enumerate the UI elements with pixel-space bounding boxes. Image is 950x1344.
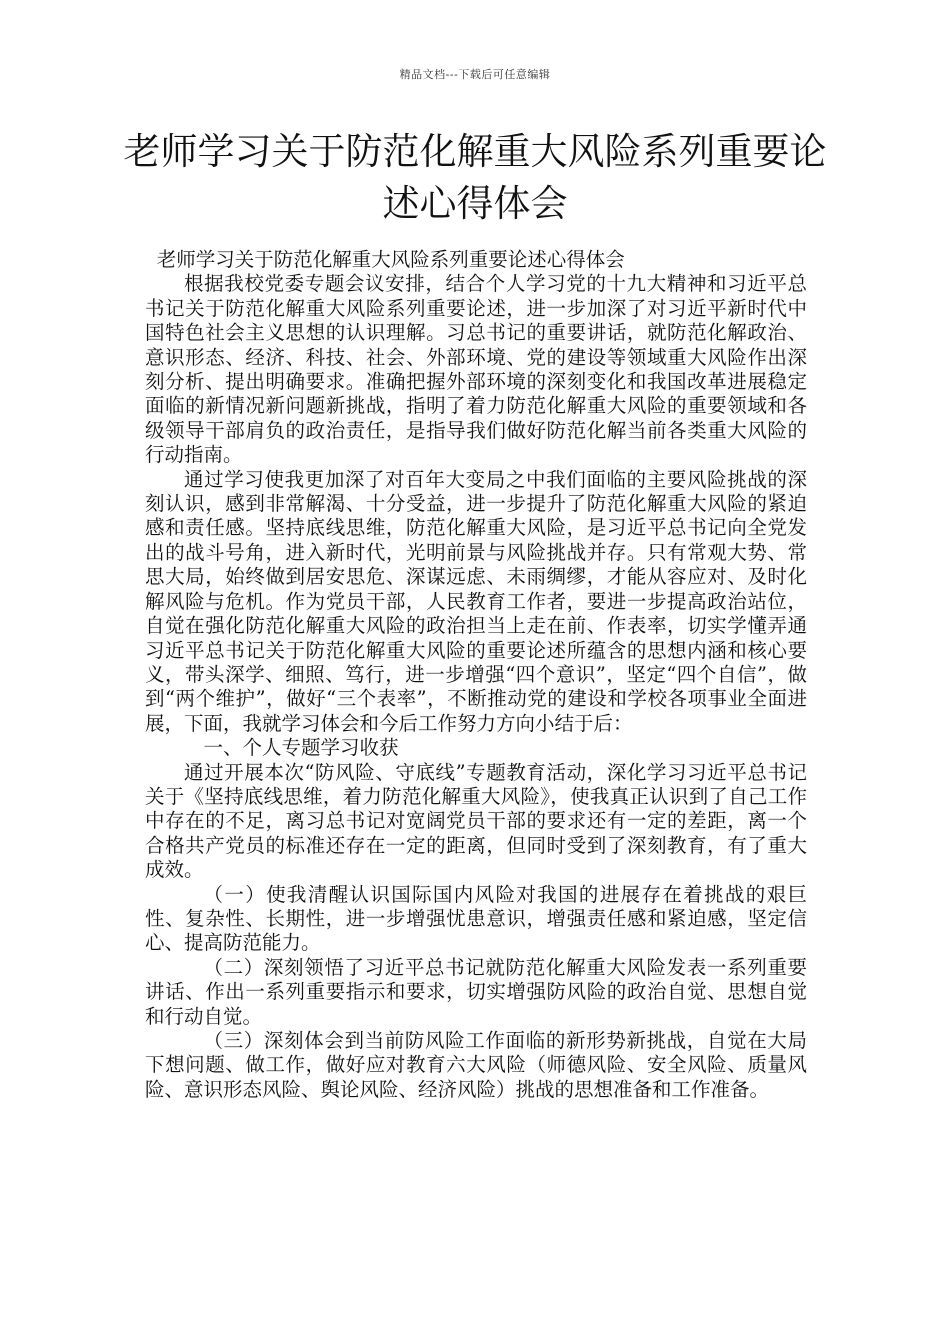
document-body — [145, 248, 807, 1102]
list-item: （三）深刻体会到当前防风险工作面临的新形势新挑战，自觉在大局下想问题、做工作，做好应对教育六大风险（师德风险、安全风险、质量风险、意识形态风险、舆论风险、经济风险）挑战的思想准备和工作准备。 — [145, 1029, 807, 1101]
document-title: 老师学习关于防范化解重大风险系列重要论述心得体会 — [123, 130, 827, 225]
paragraph-intro: 根据我校党委专题会议安排，结合个人学习党的十九大精神和习近平总书记关于防范化解重大风险系列重要论述，进一步加深了对习近平新时代中国特色社会主义思想的认识理解。习总书记的重要讲话，就防范化解政治、意识形态、经济、科技、社会、外部环境、党的建设等领域重大风险作出深刻分析、提出明确要求。准确把握外部环境的深刻变化和我国改革进展稳定面临的新情况新问题新挑战，指明了着力防范化解重大风险的重要领域和各级领导干部肩负的政治责任，是指导我们做好防范化解当前各类重大风险的行动指南。 — [145, 272, 807, 467]
section-heading: 一、个人专题学习收获 — [203, 736, 399, 760]
paragraph-activity: 通过开展本次“防风险、守底线”专题教育活动，深化学习习近平总书记关于《坚持底线思维，着力防范化解重大风险》，使我真正认识到了自己工作中存在的不足，离习总书记对宽阔党员干部的要求还有一定的差距，离一个合格共产党员的标准还存在一定的距离，但同时受到了深刻教育，有了重大成效。 — [145, 760, 807, 882]
header-note: 精品文档---下载后可任意编辑 — [399, 68, 551, 81]
paragraph-study: 通过学习使我更加深了对百年大变局之中我们面临的主要风险挑战的深刻认识，感到非常解渴、十分受益，进一步提升了防范化解重大风险的紧迫感和责任感。坚持底线思维，防范化解重大风险，是习近平总书记向全党发出的战斗号角，进入新时代，光明前景与风险挑战并存。只有常观大势、常思大局，始终做到居安思危、深谋远虑、未雨绸缪，才能从容应对、及时化解风险与危机。作为党员干部，人民教育工作者，要进一步提高政治站位，自觉在强化防范化解重大风险的政治担当上走在前、作表率，切实学懂弄通习近平总书记关于防范化解重大风险的重要论述所蕴含的思想内涵和核心要义，带头深学、细照、笃行，进一步增强“四个意识”，坚定“四个自信”，做到“两个维护”，做好“三个表率”，不断推动党的建设和学校各项事业全面进展，下面，我就学习体会和今后工作努力方向小结于后： — [145, 467, 807, 735]
document-subtitle: 老师学习关于防范化解重大风险系列重要论述心得体会 — [156, 248, 625, 271]
list-item: （二）深刻领悟了习近平总书记就防范化解重大风险发表一系列重要讲话、作出一系列重要指示和要求，切实增强防风险的政治自觉、思想自觉和行动自觉。 — [145, 955, 807, 1028]
list-item: （一）使我清醒认识国际国内风险对我国的进展存在着挑战的艰巨性、复杂性、长期性，进一步增强忧患意识，增强责任感和紧迫感，坚定信心、提高防范能力。 — [145, 882, 807, 955]
